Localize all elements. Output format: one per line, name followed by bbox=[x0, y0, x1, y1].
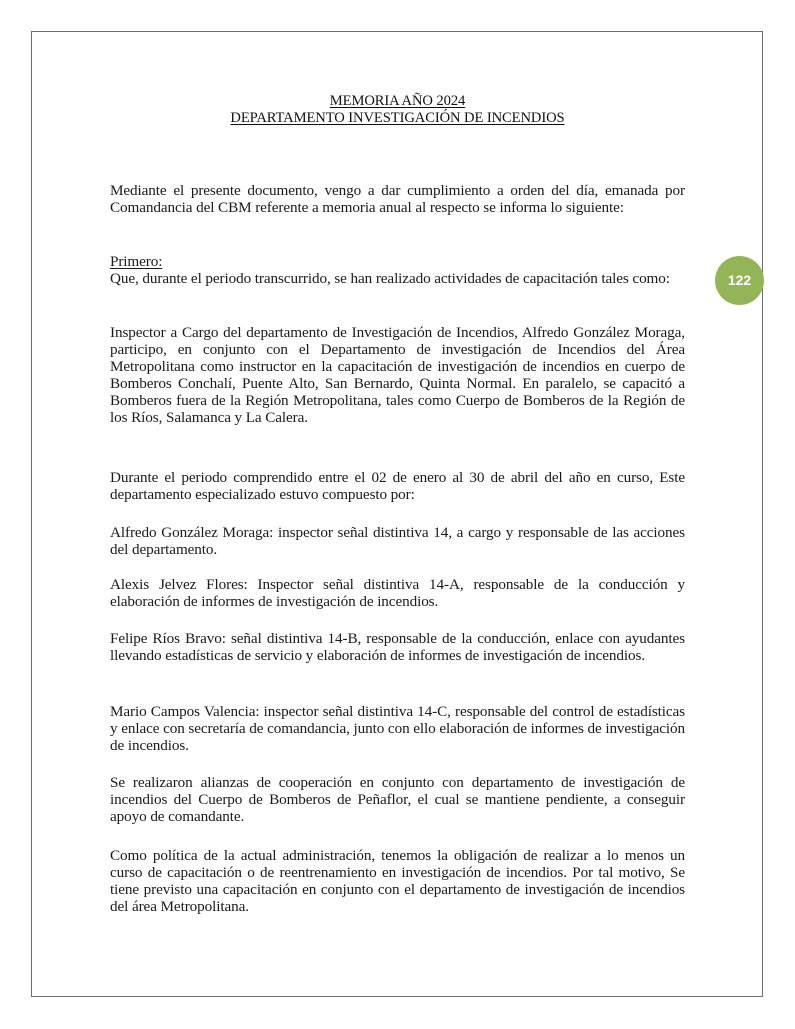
paragraph-alianzas bbox=[110, 774, 685, 825]
member-jelvez bbox=[110, 576, 685, 610]
paragraph-text: Alfredo González Moraga: inspector señal distintiva 14, a cargo y responsable de las acciones del departamento. bbox=[110, 524, 685, 559]
title-line-2: DEPARTAMENTO INVESTIGACIÓN DE INCENDIOS bbox=[230, 110, 565, 126]
paragraph-text: Se realizaron alianzas de cooperación en conjunto con departamento de investigación de incendios del Cuerpo de Bomberos de Peñaflor, el cual se mantiene pendiente, a conseguir apoyo de comandante. bbox=[110, 774, 685, 826]
member-gonzalez bbox=[110, 524, 685, 558]
primero-section bbox=[110, 253, 685, 287]
primero-text: Que, durante el periodo transcurrido, se han realizado actividades de capacitación tales como: bbox=[110, 270, 670, 288]
member-campos bbox=[110, 703, 685, 754]
paragraph-text: Felipe Ríos Bravo: señal distintiva 14-B, responsable de la conducción, enlace con ayudantes llevando estadísticas de servicio y elaboración de informes de investigación de incendios. bbox=[110, 630, 685, 665]
paragraph-periodo bbox=[110, 469, 685, 503]
title-line-1: MEMORIA AÑO 2024 bbox=[329, 93, 466, 109]
primero-heading: Primero: bbox=[110, 253, 163, 270]
intro-paragraph bbox=[110, 182, 685, 216]
intro-text: Mediante el presente documento, vengo a dar cumplimiento a orden del día, emanada por Comandancia del CBM referente a memoria anual al respecto se informa lo siguiente: bbox=[110, 182, 685, 217]
paragraph-text: Alexis Jelvez Flores: Inspector señal distintiva 14-A, responsable de la conducción y elaboración de informes de investigación de incendios. bbox=[110, 576, 685, 611]
paragraph-text: Mario Campos Valencia: inspector señal distintiva 14-C, responsable del control de estadísticas y enlace con secretaría de comandancia, junto con ello elaboración de informes de investigación de incendios. bbox=[110, 703, 685, 755]
paragraph-text: Inspector a Cargo del departamento de Investigación de Incendios, Alfredo González Moraga, participo, en conjunto con el Departamento de investigación de Incendios del Área Metropolitana como instructor en la capacitación de investigación de incendios en cuerpo de Bomberos Conchalí, Puente Alto, San Bernardo, Quinta Normal. En paralelo, se capacitó a Bomberos fuera de la Región Metropolitana, tales como Cuerpo de Bomberos de la Región de los Ríos, Salamanca y La Calera. bbox=[110, 324, 685, 427]
page-number-badge: 122 bbox=[715, 256, 764, 305]
member-rios bbox=[110, 630, 685, 664]
document-title bbox=[110, 93, 685, 127]
paragraph-text: Como política de la actual administración, tenemos la obligación de realizar a lo menos un curso de capacitación o de reentrenamiento en investigación de incendios. Por tal motivo, Se tiene previsto una capacitación en conjunto con el departamento de investigación de incendios del área Metropolitana. bbox=[110, 847, 685, 916]
paragraph-capacitacion bbox=[110, 324, 685, 427]
paragraph-politica bbox=[110, 847, 685, 915]
paragraph-text: Durante el periodo comprendido entre el 02 de enero al 30 de abril del año en curso, Este departamento especializado estuvo compuesto por: bbox=[110, 469, 685, 504]
